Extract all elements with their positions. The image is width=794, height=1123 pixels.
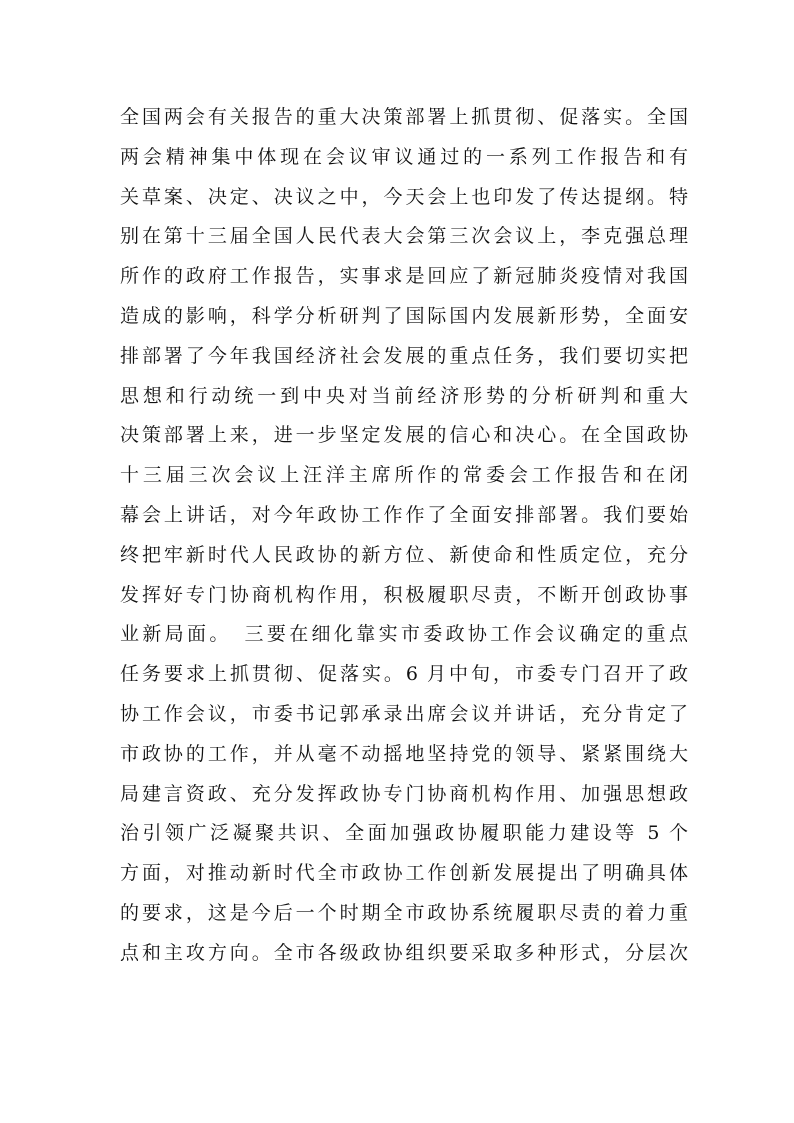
- text-line: 协工作会议，市委书记郭承录出席会议并讲话，充分肯定了: [120, 702, 688, 725]
- text-line: 业新局面。 三要在细化靠实市委政协工作会议确定的重点: [120, 623, 688, 646]
- text-line: 决策部署上来，进一步坚定发展的信心和决心。在全国政协: [120, 424, 688, 447]
- text-line: 终把牢新时代人民政协的新方位、新使命和性质定位，充分: [120, 543, 688, 566]
- text-line: 点和主攻方向。全市各级政协组织要采取多种形式，分层次: [120, 941, 688, 964]
- body-text: [120, 98, 688, 974]
- text-line: 排部署了今年我国经济社会发展的重点任务，我们要切实把: [120, 344, 688, 367]
- text-line: 幕会上讲话，对今年政协工作作了全面安排部署。我们要始: [120, 503, 688, 526]
- text-line: 全国两会有关报告的重大决策部署上抓贯彻、促落实。全国: [120, 106, 688, 128]
- text-line: 的要求，这是今后一个时期全市政协系统履职尽责的着力重: [120, 901, 688, 924]
- text-line: 治引领广泛凝聚共识、全面加强政协履职能力建设等 5 个: [120, 822, 688, 845]
- text-line: 局建言资政、充分发挥政协专门协商机构作用、加强思想政: [120, 782, 688, 805]
- text-line: 任务要求上抓贯彻、促落实。6 月中旬，市委专门召开了政: [120, 663, 688, 686]
- text-line: 别在第十三届全国人民代表大会第三次会议上，李克强总理: [120, 225, 688, 248]
- text-line: 所作的政府工作报告，实事求是回应了新冠肺炎疫情对我国: [120, 265, 688, 288]
- text-line: 关草案、决定、决议之中，今天会上也印发了传达提纲。特: [120, 185, 688, 208]
- text-line: 市政协的工作，并从毫不动摇地坚持党的领导、紧紧围绕大: [120, 742, 688, 765]
- text-line: 两会精神集中体现在会议审议通过的一系列工作报告和有: [120, 145, 688, 168]
- text-line: 思想和行动统一到中央对当前经济形势的分析研判和重大: [120, 384, 688, 407]
- text-line: 造成的影响，科学分析研判了国际国内发展新形势，全面安: [120, 304, 688, 327]
- text-line: 十三届三次会议上汪洋主席所作的常委会工作报告和在闭: [120, 464, 688, 487]
- text-line: 发挥好专门协商机构作用，积极履职尽责，不断开创政协事: [120, 583, 688, 606]
- text-line: 方面，对推动新时代全市政协工作创新发展提出了明确具体: [120, 862, 688, 885]
